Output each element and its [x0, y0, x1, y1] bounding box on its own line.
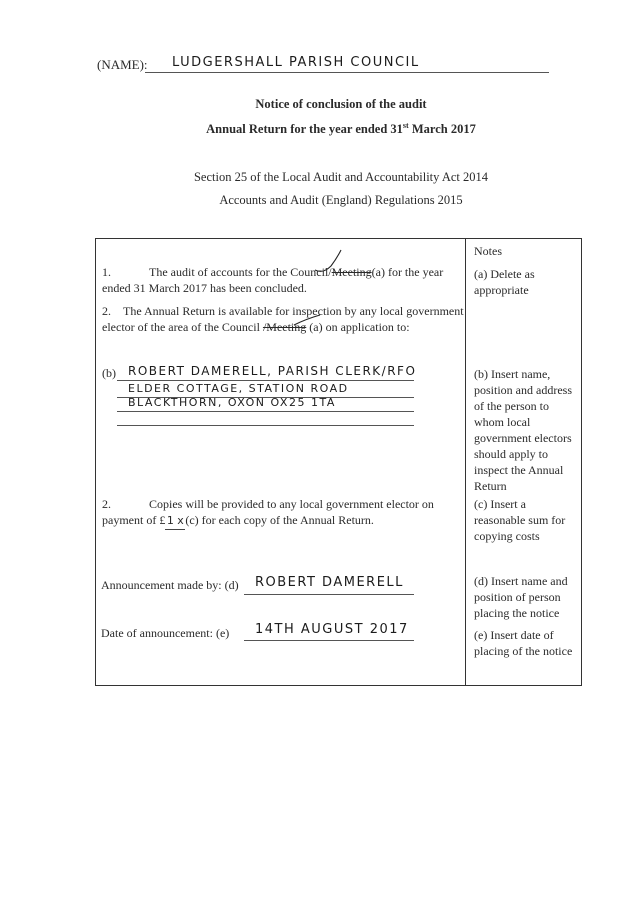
- contact-line-3-underline: [117, 411, 414, 412]
- contact-line-3[interactable]: BLACKTHORN, OXON OX25 1TA: [128, 396, 336, 409]
- name-underline: [145, 72, 549, 73]
- contact-label: (b): [102, 366, 116, 380]
- notice-subtitle: Annual Return for the year ended 31st March 2017: [206, 121, 476, 137]
- legislation-line-1: Section 25 of the Local Audit and Accountability Act 2014: [193, 170, 489, 184]
- paragraph-copies: 2. Copies will be provided to any local government elector on payment of £1 x (c) for each copy of the Annual Return.: [102, 496, 462, 530]
- note-a: (a) Delete as appropriate: [474, 267, 535, 297]
- note-e: (e) Insert date of placing of the notice: [474, 628, 573, 658]
- contact-line-1[interactable]: ROBERT DAMERELL, PARISH CLERK/RFO: [128, 364, 417, 378]
- announcement-made-by-field[interactable]: ROBERT DAMERELL: [255, 575, 404, 590]
- name-label: (NAME):: [97, 57, 148, 72]
- announcement-date-label: Date of announcement: (e): [101, 626, 230, 640]
- paragraph-inspection: 2. The Annual Return is available for inspection by any local government elector of the area of the Council /Meeting (a) on application to:: [102, 304, 464, 334]
- announcement-date-field[interactable]: 14TH AUGUST 2017: [255, 622, 409, 637]
- notes-heading: Notes: [474, 244, 502, 258]
- notes-column-divider: [465, 238, 466, 686]
- announcement-made-by-label: Announcement made by: (d): [101, 578, 239, 592]
- struck-meeting: /Meeting: [262, 320, 307, 334]
- copy-fee-field[interactable]: 1 x: [165, 513, 185, 530]
- struck-meeting: Meeting: [331, 265, 372, 279]
- legislation-line-2: Accounts and Audit (England) Regulations 2015: [219, 193, 463, 207]
- council-name-field[interactable]: LUDGERSHALL PARISH COUNCIL: [172, 55, 420, 70]
- note-d: (d) Insert name and position of person placing the notice: [474, 574, 568, 620]
- note-c: (c) Insert a reasonable sum for copying costs: [474, 497, 566, 543]
- note-b: (b) Insert name, position and address of the person to whom local government electors should apply to inspect the Annual Return: [474, 367, 572, 493]
- paragraph-audit-concluded: 1. The audit of accounts for the Council/Meeting(a) for the year ended 31 March 2017 has been concluded.: [102, 265, 444, 295]
- contact-line-1-underline: [117, 380, 414, 381]
- contact-line-2[interactable]: ELDER COTTAGE, STATION ROAD: [128, 382, 349, 395]
- announcement-date-underline: [244, 640, 414, 641]
- contact-line-4-underline: [117, 425, 414, 426]
- notice-title: Notice of conclusion of the audit: [255, 97, 427, 111]
- announcement-made-by-underline: [244, 594, 414, 595]
